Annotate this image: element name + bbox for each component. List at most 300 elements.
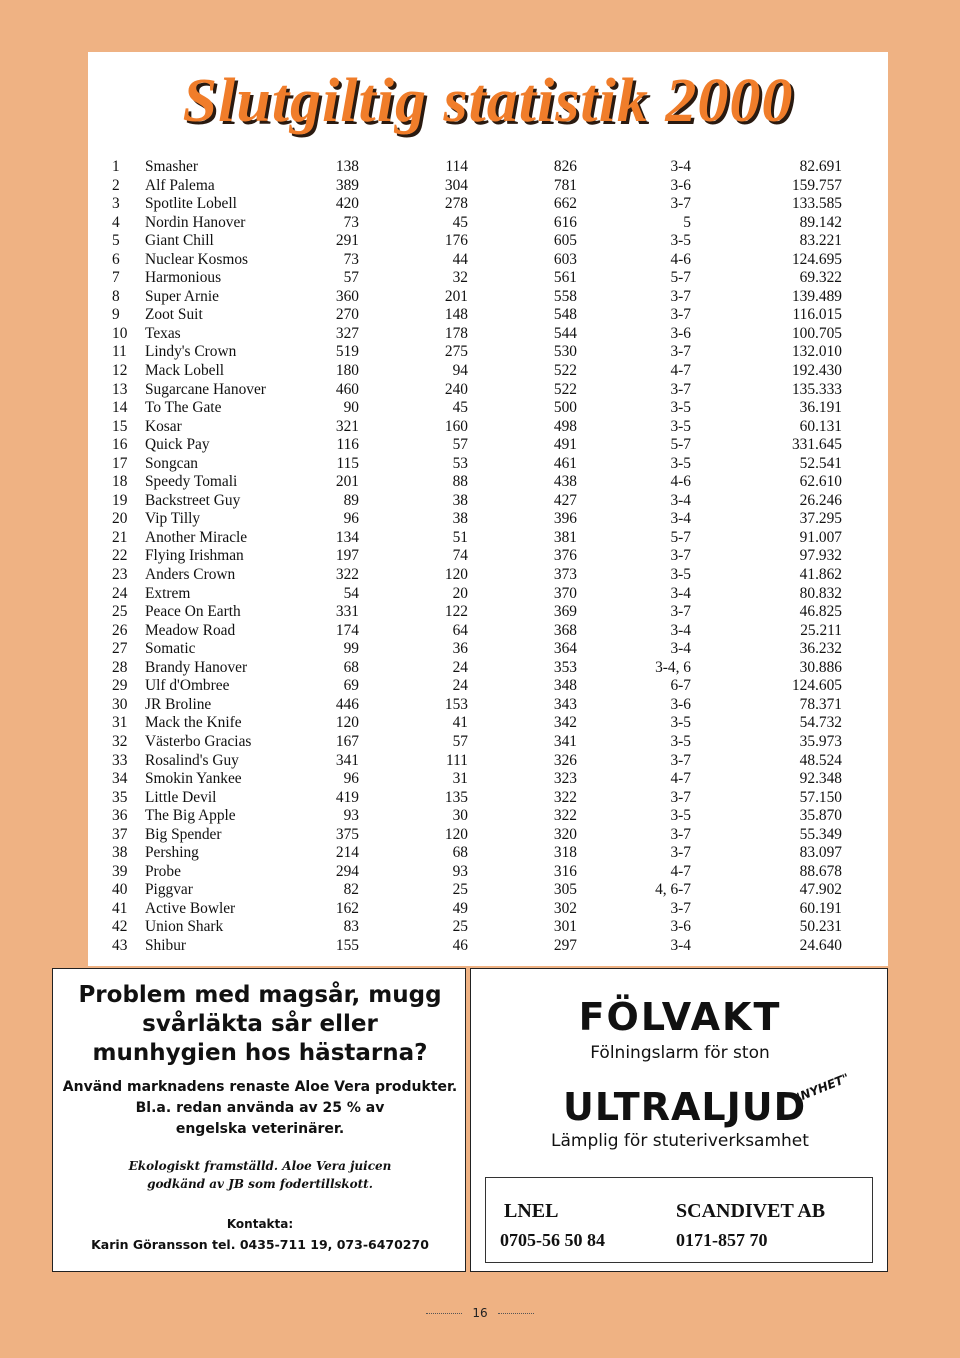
range-cell: 3-6 (670, 695, 691, 713)
amount-cell: 133.585 (791, 195, 842, 213)
range-cell: 6-7 (670, 677, 691, 695)
amount-cell: 159.757 (791, 176, 842, 194)
value-cell: 331 (335, 603, 359, 621)
contact-b-name: SCANDIVET AB (676, 1200, 826, 1222)
value-cell: 605 (553, 232, 577, 250)
horse-name-cell: Extrem (145, 584, 191, 602)
table-row (112, 455, 842, 474)
range-cell: 3-7 (670, 195, 691, 213)
table-row (112, 251, 842, 270)
rank-cell: 26 (112, 621, 128, 639)
table-row (112, 844, 842, 863)
horse-name-cell: Super Arnie (145, 287, 219, 305)
value-cell: 326 (553, 751, 577, 769)
amount-cell: 25.211 (800, 621, 842, 639)
value-cell: 327 (335, 324, 359, 342)
value-cell: 120 (335, 714, 359, 732)
amount-cell: 69.322 (799, 269, 842, 287)
horse-name-cell: Probe (145, 862, 181, 880)
rank-cell: 19 (112, 491, 128, 509)
value-cell: 176 (444, 232, 468, 250)
rank-cell: 20 (112, 510, 128, 528)
value-cell: 214 (335, 844, 359, 862)
amount-cell: 124.605 (791, 677, 842, 695)
value-cell: 420 (335, 195, 359, 213)
amount-cell: 62.610 (799, 473, 842, 491)
value-cell: 160 (444, 417, 468, 435)
horse-name-cell: Speedy Tomali (145, 473, 238, 491)
value-cell: 115 (336, 454, 359, 472)
rank-cell: 14 (112, 399, 128, 417)
rank-cell: 22 (112, 547, 128, 565)
value-cell: 322 (553, 788, 577, 806)
horse-name-cell: Spotlite Lobell (145, 195, 237, 213)
range-cell: 3-5 (670, 732, 691, 750)
amount-cell: 46.825 (799, 603, 842, 621)
rank-cell: 15 (112, 417, 128, 435)
value-cell: 376 (553, 547, 577, 565)
value-cell: 45 (452, 213, 468, 231)
value-cell: 24 (452, 677, 468, 695)
value-cell: 270 (335, 306, 359, 324)
value-cell: 548 (553, 306, 577, 324)
amount-cell: 47.902 (799, 881, 842, 899)
rank-cell: 35 (112, 788, 128, 806)
horse-name-cell: Peace On Earth (145, 603, 241, 621)
value-cell: 305 (553, 881, 577, 899)
value-cell: 240 (444, 380, 468, 398)
rank-cell: 28 (112, 658, 128, 676)
range-cell: 3-6 (670, 918, 691, 936)
amount-cell: 60.131 (799, 417, 842, 435)
amount-cell: 57.150 (799, 788, 842, 806)
ad-contact-label: Kontakta: (226, 1217, 294, 1231)
table-row (112, 603, 842, 622)
amount-cell: 36.191 (799, 399, 842, 417)
amount-cell: 36.232 (799, 640, 842, 658)
value-cell: 73 (343, 213, 359, 231)
range-cell: 3-7 (670, 751, 691, 769)
value-cell: 68 (452, 844, 468, 862)
value-cell: 343 (553, 695, 577, 713)
ad-headline-line: munhygien hos hästarna? (92, 1040, 428, 1066)
table-row (112, 566, 842, 585)
value-cell: 197 (335, 547, 359, 565)
horse-name-cell: Vip Tilly (145, 510, 201, 528)
amount-cell: 30.886 (799, 658, 842, 676)
value-cell: 49 (452, 899, 468, 917)
horse-name-cell: Meadow Road (145, 621, 236, 639)
value-cell: 320 (553, 825, 577, 843)
range-cell: 4-6 (670, 473, 691, 491)
table-row (112, 752, 842, 771)
amount-cell: 91.007 (799, 528, 842, 546)
amount-cell: 78.371 (799, 695, 842, 713)
table-row (112, 158, 842, 177)
page-title: Slutgiltig statistik 2000 (182, 67, 794, 135)
value-cell: 32 (452, 269, 468, 287)
rank-cell: 32 (112, 732, 128, 750)
value-cell: 93 (452, 862, 468, 880)
value-cell: 498 (553, 417, 577, 435)
range-cell: 3-7 (670, 603, 691, 621)
range-cell: 5 (683, 213, 691, 231)
rank-cell: 10 (112, 324, 128, 342)
table-row (112, 436, 842, 455)
ultraljud-subtitle: Lämplig för stuteriverksamhet (551, 1131, 809, 1151)
table-row (112, 807, 842, 826)
table-row (112, 510, 842, 529)
table-row (112, 232, 842, 251)
ultraljud-brand: ULTRALJUD (563, 1085, 807, 1129)
amount-cell: 80.832 (799, 584, 842, 602)
value-cell: 419 (335, 788, 359, 806)
rank-cell: 6 (112, 250, 120, 268)
horse-name-cell: Rosalind's Guy (145, 751, 239, 769)
range-cell: 3-4 (670, 936, 691, 954)
value-cell: 603 (553, 250, 577, 268)
horse-name-cell: Big Spender (145, 825, 222, 843)
range-cell: 3-5 (670, 807, 691, 825)
range-cell: 3-7 (670, 788, 691, 806)
value-cell: 24 (452, 658, 468, 676)
value-cell: 174 (335, 621, 359, 639)
amount-cell: 92.348 (799, 770, 842, 788)
value-cell: 396 (553, 510, 577, 528)
amount-cell: 192.430 (791, 362, 842, 380)
statistics-sheet (88, 52, 888, 966)
value-cell: 153 (444, 695, 468, 713)
range-cell: 3-5 (670, 714, 691, 732)
table-row (112, 733, 842, 752)
value-cell: 826 (553, 158, 577, 175)
value-cell: 322 (553, 807, 577, 825)
horse-name-cell: Lindy's Crown (145, 343, 237, 361)
range-cell: 3-4 (670, 640, 691, 658)
horse-name-cell: Flying Irishman (145, 547, 244, 565)
horse-name-cell: Kosar (145, 417, 182, 435)
horse-name-cell: Backstreet Guy (145, 491, 241, 509)
value-cell: 25 (452, 918, 468, 936)
value-cell: 297 (553, 936, 577, 954)
statistics-table-body (112, 158, 842, 956)
amount-cell: 50.231 (799, 918, 842, 936)
value-cell: 114 (445, 158, 468, 175)
horse-name-cell: Mack Lobell (145, 362, 225, 380)
amount-cell: 48.524 (799, 751, 842, 769)
amount-cell: 26.246 (799, 491, 842, 509)
table-row (112, 362, 842, 381)
horse-name-cell: Västerbo Gracias (145, 732, 252, 750)
table-row (112, 789, 842, 808)
range-cell: 3-7 (670, 380, 691, 398)
amount-cell: 83.221 (799, 232, 842, 250)
value-cell: 68 (343, 658, 359, 676)
value-cell: 662 (553, 195, 577, 213)
value-cell: 178 (444, 324, 468, 342)
amount-cell: 35.870 (799, 807, 842, 825)
range-cell: 3-4 (670, 584, 691, 602)
value-cell: 316 (553, 862, 577, 880)
range-cell: 3-5 (670, 399, 691, 417)
amount-cell: 135.333 (791, 380, 842, 398)
table-row (112, 343, 842, 362)
horse-name-cell: Alf Palema (145, 176, 215, 194)
horse-name-cell: The Big Apple (145, 807, 236, 825)
value-cell: 111 (446, 751, 468, 769)
rank-cell: 34 (112, 770, 128, 788)
amount-cell: 124.695 (791, 250, 842, 268)
rank-cell: 18 (112, 473, 128, 491)
value-cell: 57 (343, 269, 359, 287)
rank-cell: 9 (112, 306, 120, 324)
range-cell: 4-7 (670, 770, 691, 788)
horse-name-cell: Pershing (145, 844, 199, 862)
rank-cell: 1 (112, 158, 120, 175)
value-cell: 88 (452, 473, 468, 491)
rank-cell: 11 (112, 343, 127, 361)
value-cell: 44 (452, 250, 468, 268)
value-cell: 64 (452, 621, 468, 639)
value-cell: 500 (553, 399, 577, 417)
footer-dash-right (498, 1313, 534, 1314)
range-cell: 3-5 (670, 417, 691, 435)
value-cell: 616 (553, 213, 577, 231)
table-row (112, 288, 842, 307)
table-row (112, 696, 842, 715)
table-row (112, 714, 842, 733)
ad-note (53, 1157, 467, 1193)
horse-name-cell: Quick Pay (145, 436, 210, 454)
value-cell: 94 (452, 362, 468, 380)
range-cell: 3-4 (670, 621, 691, 639)
rank-cell: 5 (112, 232, 120, 250)
value-cell: 201 (335, 473, 359, 491)
value-cell: 36 (452, 640, 468, 658)
table-row (112, 177, 842, 196)
horse-name-cell: Somatic (145, 640, 196, 658)
value-cell: 522 (553, 380, 577, 398)
horse-name-cell: Zoot Suit (145, 306, 203, 324)
statistics-table (112, 158, 842, 956)
rank-cell: 24 (112, 584, 128, 602)
ad-headline-line: svårläkta sår eller (142, 1011, 378, 1037)
value-cell: 120 (444, 825, 468, 843)
table-row (112, 306, 842, 325)
value-cell: 491 (553, 436, 577, 454)
range-cell: 4-6 (670, 250, 691, 268)
value-cell: 461 (553, 454, 577, 472)
rank-cell: 21 (112, 528, 128, 546)
horse-name-cell: Giant Chill (145, 232, 214, 250)
value-cell: 301 (553, 918, 577, 936)
value-cell: 342 (553, 714, 577, 732)
footer-dash-left (426, 1313, 462, 1314)
rank-cell: 33 (112, 751, 128, 769)
value-cell: 30 (452, 807, 468, 825)
value-cell: 51 (452, 528, 468, 546)
range-cell: 4, 6-7 (655, 881, 691, 899)
rank-cell: 17 (112, 454, 128, 472)
amount-cell: 83.097 (799, 844, 842, 862)
rank-cell: 27 (112, 640, 128, 658)
rank-cell: 25 (112, 603, 128, 621)
ad-contact-line: Karin Göransson tel. 0435-711 19, 073-6470270 (91, 1237, 429, 1252)
horse-name-cell: Mack the Knife (145, 714, 242, 732)
page-number: 16 (472, 1306, 488, 1320)
value-cell: 99 (343, 640, 359, 658)
value-cell: 83 (343, 918, 359, 936)
value-cell: 360 (335, 287, 359, 305)
amount-cell: 35.973 (799, 732, 842, 750)
value-cell: 148 (444, 306, 468, 324)
folvakt-ultraljud-ad (470, 968, 888, 1272)
rank-cell: 7 (112, 269, 120, 287)
value-cell: 180 (335, 362, 359, 380)
value-cell: 381 (553, 528, 577, 546)
value-cell: 530 (553, 343, 577, 361)
table-row (112, 585, 842, 604)
value-cell: 348 (553, 677, 577, 695)
amount-cell: 55.349 (799, 825, 842, 843)
amount-cell: 82.691 (799, 158, 842, 175)
value-cell: 522 (553, 362, 577, 380)
value-cell: 321 (335, 417, 359, 435)
value-cell: 364 (553, 640, 577, 658)
rank-cell: 12 (112, 362, 128, 380)
value-cell: 561 (553, 269, 577, 287)
ad-body-line: engelska veterinärer. (175, 1121, 345, 1137)
value-cell: 90 (343, 399, 359, 417)
value-cell: 544 (553, 324, 577, 342)
table-row (112, 529, 842, 548)
range-cell: 3-7 (670, 844, 691, 862)
value-cell: 135 (444, 788, 468, 806)
value-cell: 54 (343, 584, 359, 602)
table-row (112, 214, 842, 233)
table-row (112, 826, 842, 845)
rank-cell: 23 (112, 566, 128, 584)
ad-note-line: godkänd av JB som fodertillskott. (147, 1177, 373, 1191)
horse-name-cell: Texas (145, 324, 181, 342)
value-cell: 57 (452, 436, 468, 454)
value-cell: 341 (335, 751, 359, 769)
value-cell: 427 (553, 491, 577, 509)
value-cell: 116 (336, 436, 359, 454)
range-cell: 3-5 (670, 232, 691, 250)
range-cell: 5-7 (670, 436, 691, 454)
value-cell: 389 (335, 176, 359, 194)
ad-body (53, 1077, 467, 1140)
value-cell: 20 (452, 584, 468, 602)
range-cell: 5-7 (670, 528, 691, 546)
value-cell: 291 (335, 232, 359, 250)
value-cell: 323 (553, 770, 577, 788)
rank-cell: 29 (112, 677, 128, 695)
table-row (112, 770, 842, 789)
rank-cell: 42 (112, 918, 128, 936)
horse-name-cell: Sugarcane Hanover (145, 380, 266, 398)
range-cell: 5-7 (670, 269, 691, 287)
value-cell: 120 (444, 566, 468, 584)
value-cell: 96 (343, 770, 359, 788)
value-cell: 302 (553, 899, 577, 917)
value-cell: 294 (335, 862, 359, 880)
value-cell: 369 (553, 603, 577, 621)
amount-cell: 41.862 (799, 566, 842, 584)
horse-name-cell: Nordin Hanover (145, 213, 246, 231)
amount-cell: 54.732 (799, 714, 842, 732)
range-cell: 3-6 (670, 324, 691, 342)
horse-name-cell: Harmonious (145, 269, 222, 287)
horse-name-cell: Nuclear Kosmos (145, 250, 249, 268)
table-row (112, 659, 842, 678)
value-cell: 53 (452, 454, 468, 472)
rank-cell: 30 (112, 695, 128, 713)
amount-cell: 89.142 (799, 213, 842, 231)
range-cell: 3-6 (670, 176, 691, 194)
value-cell: 41 (452, 714, 468, 732)
horse-name-cell: Piggvar (145, 881, 193, 899)
folvakt-subtitle: Fölningslarm för ston (590, 1043, 770, 1063)
value-cell: 69 (343, 677, 359, 695)
value-cell: 341 (553, 732, 577, 750)
rank-cell: 41 (112, 899, 128, 917)
table-row (112, 269, 842, 288)
value-cell: 201 (444, 287, 468, 305)
folvakt-brand: FÖLVAKT (578, 995, 782, 1039)
horse-name-cell: JR Broline (145, 695, 212, 713)
horse-name-cell: Anders Crown (145, 566, 236, 584)
amount-cell: 24.640 (799, 936, 842, 954)
aloe-vera-ad (52, 968, 466, 1272)
range-cell: 3-7 (670, 547, 691, 565)
rank-cell: 39 (112, 862, 128, 880)
table-row (112, 418, 842, 437)
rank-cell: 37 (112, 825, 128, 843)
table-row (112, 677, 842, 696)
value-cell: 38 (452, 510, 468, 528)
range-cell: 4-7 (670, 862, 691, 880)
page-footer (0, 1306, 960, 1320)
value-cell: 304 (444, 176, 468, 194)
amount-cell: 37.295 (799, 510, 842, 528)
value-cell: 278 (444, 195, 468, 213)
horse-name-cell: Union Shark (145, 918, 224, 936)
value-cell: 162 (335, 899, 359, 917)
rank-cell: 31 (112, 714, 128, 732)
rank-cell: 16 (112, 436, 128, 454)
value-cell: 25 (452, 881, 468, 899)
rank-cell: 2 (112, 176, 120, 194)
horse-name-cell: Smokin Yankee (145, 770, 242, 788)
value-cell: 781 (553, 176, 577, 194)
amount-cell: 97.932 (799, 547, 842, 565)
value-cell: 460 (335, 380, 359, 398)
value-cell: 138 (335, 158, 359, 175)
table-row (112, 863, 842, 882)
rank-cell: 8 (112, 287, 120, 305)
table-row (112, 547, 842, 566)
value-cell: 31 (452, 770, 468, 788)
range-cell: 3-7 (670, 343, 691, 361)
value-cell: 368 (553, 621, 577, 639)
table-row (112, 473, 842, 492)
range-cell: 3-5 (670, 454, 691, 472)
rank-cell: 13 (112, 380, 128, 398)
amount-cell: 52.541 (799, 454, 842, 472)
value-cell: 558 (553, 287, 577, 305)
